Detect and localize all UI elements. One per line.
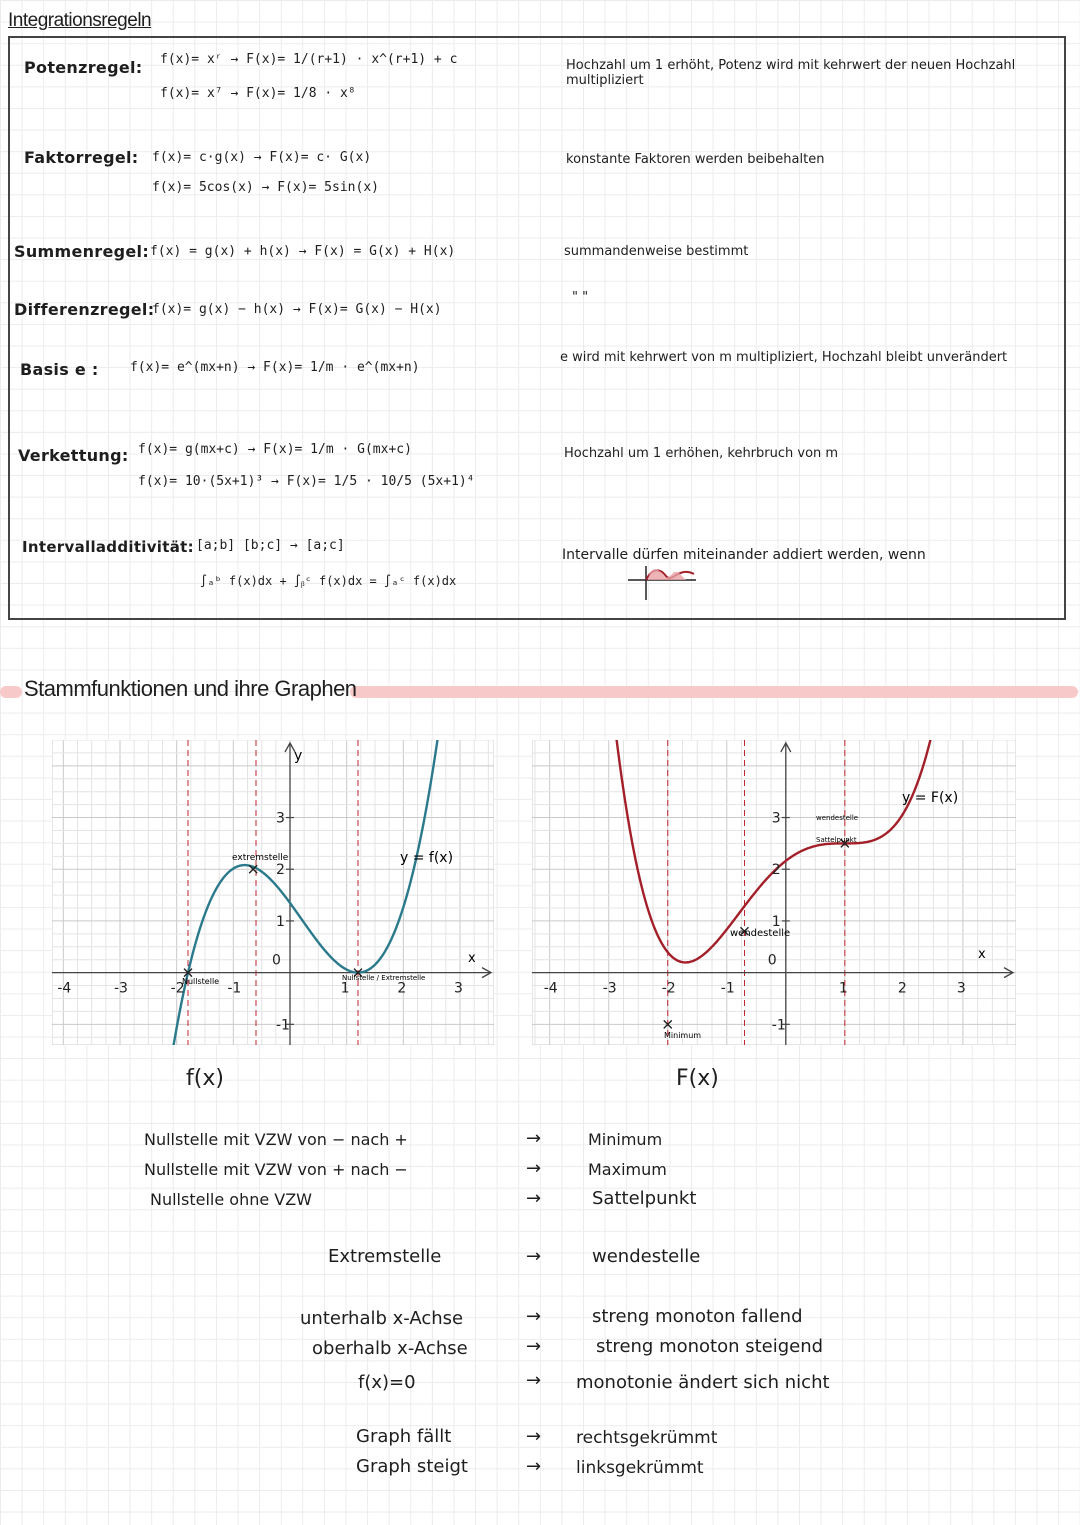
- y-tick-label: 3: [771, 810, 781, 827]
- corr-right: linksgekrümmt: [576, 1458, 704, 1478]
- corr-left: Nullstelle mit VZW von − nach +: [144, 1130, 408, 1149]
- interval-sketch-icon: [624, 560, 704, 604]
- rule-description: summandenweise bestimmt: [564, 244, 749, 259]
- highlight-bar: [0, 686, 22, 698]
- rule-description: " ": [572, 290, 589, 305]
- rule-formula-example: f(x)= 10·(5x+1)³ → F(x)= 1/5 · 10/5 (5x+1)⁴: [138, 474, 475, 489]
- corr-right: rechtsgekrümmt: [576, 1428, 718, 1448]
- x-tick-label: -4: [57, 980, 72, 997]
- corr-left: Graph fällt: [356, 1426, 452, 1447]
- rule-name: Summenregel:: [14, 242, 150, 261]
- corr-right: Minimum: [588, 1130, 663, 1149]
- y-tick-label: 3: [276, 810, 285, 827]
- rule-formula: [a;b] [b;c] → [a;c]: [196, 538, 345, 553]
- rule-formula: f(x) = g(x) + h(x) → F(x) = G(x) + H(x): [150, 244, 456, 259]
- y-tick-label: 2: [276, 862, 285, 879]
- rule-formula: f(x)= g(mx+c) → F(x)= 1/m · G(mx+c): [138, 442, 412, 457]
- x-tick-label: 1: [838, 980, 848, 997]
- graph-caption-F: F(x): [676, 1066, 719, 1091]
- rule-name: Basis e :: [20, 360, 99, 379]
- rule-formula-example: ∫ₐᵇ f(x)dx + ∫ᵦᶜ f(x)dx = ∫ₐᶜ f(x)dx: [200, 574, 457, 588]
- rule-description: konstante Faktoren werden beibehalten: [566, 152, 825, 167]
- annotation-wendestelle: wendestelle: [730, 928, 791, 939]
- arrow-icon: →: [526, 1336, 542, 1357]
- page-title: Integrationsregeln: [8, 10, 152, 31]
- rule-name: Differenzregel:: [14, 300, 155, 319]
- corr-right: Sattelpunkt: [592, 1188, 697, 1209]
- graph-f: [52, 740, 494, 1045]
- arrow-icon: →: [526, 1370, 542, 1391]
- annotation-sattelpunkt: Sattelpunkt: [816, 836, 857, 844]
- x-tick-label: -3: [114, 980, 128, 997]
- rule-name: Intervalladditivität:: [22, 538, 194, 556]
- rule-name: Verkettung:: [18, 446, 129, 465]
- corr-left: Nullstelle ohne VZW: [150, 1190, 312, 1209]
- rules-box: [8, 36, 1066, 620]
- x-tick-label: 3: [454, 980, 463, 997]
- x-tick-label: 0: [272, 952, 281, 969]
- x-tick-label: -4: [543, 980, 558, 997]
- y-tick-label: 1: [276, 913, 285, 930]
- curve-label: y = f(x): [400, 850, 454, 866]
- rule-description: Hochzahl um 1 erhöhen, kehrbruch von m: [564, 446, 839, 461]
- rule-formula: f(x)= xʳ → F(x)= 1/(r+1) · x^(r+1) + c: [160, 52, 458, 67]
- axis-label-y: y: [294, 748, 303, 764]
- rule-description: Intervalle dürfen miteinander addiert werden, wenn: [562, 547, 926, 563]
- section-title: Stammfunktionen und ihre Graphen: [24, 676, 357, 701]
- x-tick-label: -1: [227, 980, 242, 997]
- x-tick-label: 0: [767, 952, 777, 969]
- rule-formula: f(x)= g(x) − h(x) → F(x)= G(x) − H(x): [152, 302, 442, 317]
- x-tick-label: 2: [897, 980, 907, 997]
- x-tick-label: 1: [340, 980, 350, 997]
- arrow-icon: →: [526, 1426, 542, 1447]
- rule-description: Hochzahl um 1 erhöht, Potenz wird mit kehrwert der neuen Hochzahl multipliziert: [566, 58, 1016, 88]
- y-tick-label: -1: [276, 1017, 290, 1034]
- y-tick-label: 2: [771, 862, 781, 879]
- rule-description: e wird mit kehrwert von m multipliziert, Hochzahl bleibt unverändert: [560, 350, 1008, 365]
- axis-label-x: x: [468, 951, 476, 966]
- rule-name: Faktorregel:: [24, 148, 139, 167]
- corr-right: streng monoton steigend: [596, 1336, 824, 1357]
- highlight-bar: [350, 686, 1078, 698]
- arrow-icon: →: [526, 1128, 542, 1149]
- rule-formula: f(x)= c·g(x) → F(x)= c· G(x): [152, 150, 372, 165]
- x-tick-label: 2: [397, 980, 407, 997]
- corr-left: f(x)=0: [358, 1372, 416, 1393]
- axis-label-x: x: [978, 947, 986, 962]
- arrow-icon: →: [526, 1246, 542, 1267]
- rule-formula: f(x)= e^(mx+n) → F(x)= 1/m · e^(mx+n): [130, 360, 420, 375]
- annotation-extremstelle: extremstelle: [232, 853, 289, 863]
- x-tick-label: 3: [956, 980, 966, 997]
- corr-right: wendestelle: [592, 1246, 701, 1267]
- arrow-icon: →: [526, 1456, 542, 1477]
- x-tick-label: -3: [602, 980, 617, 997]
- arrow-icon: →: [526, 1188, 542, 1209]
- y-tick-label: -1: [771, 1017, 786, 1034]
- corr-right: streng monoton fallend: [592, 1306, 803, 1327]
- x-tick-label: -2: [170, 980, 185, 997]
- rule-name: Potenzregel:: [24, 58, 143, 77]
- rule-formula-example: f(x)= 5cos(x) → F(x)= 5sin(x): [152, 180, 379, 195]
- curve-label: y = F(x): [902, 790, 959, 806]
- corr-right: Maximum: [588, 1160, 667, 1179]
- corr-left: oberhalb x-Achse: [312, 1338, 468, 1359]
- arrow-icon: →: [526, 1306, 542, 1327]
- corr-left: Extremstelle: [328, 1246, 442, 1267]
- corr-left: unterhalb x-Achse: [300, 1308, 464, 1329]
- rule-formula-example: f(x)= x⁷ → F(x)= 1/8 · x⁸: [160, 86, 356, 101]
- arrow-icon: →: [526, 1158, 542, 1179]
- annotation-minimum: Minimum: [664, 1031, 702, 1040]
- graph-F: [532, 740, 1016, 1045]
- annotation-nullstelle-extremstelle: Nullstelle / Extremstelle: [342, 974, 426, 982]
- graph-caption-f: f(x): [186, 1066, 224, 1091]
- x-tick-label: -1: [720, 980, 735, 997]
- corr-left: Graph steigt: [356, 1456, 468, 1477]
- x-tick-label: -2: [661, 980, 676, 997]
- y-tick-label: 1: [771, 913, 781, 930]
- annotation-nullstelle: Nullstelle: [182, 977, 220, 986]
- annotation-wendestelle-top: wendestelle: [816, 814, 859, 822]
- corr-right: monotonie ändert sich nicht: [576, 1372, 830, 1393]
- corr-left: Nullstelle mit VZW von + nach −: [144, 1160, 408, 1179]
